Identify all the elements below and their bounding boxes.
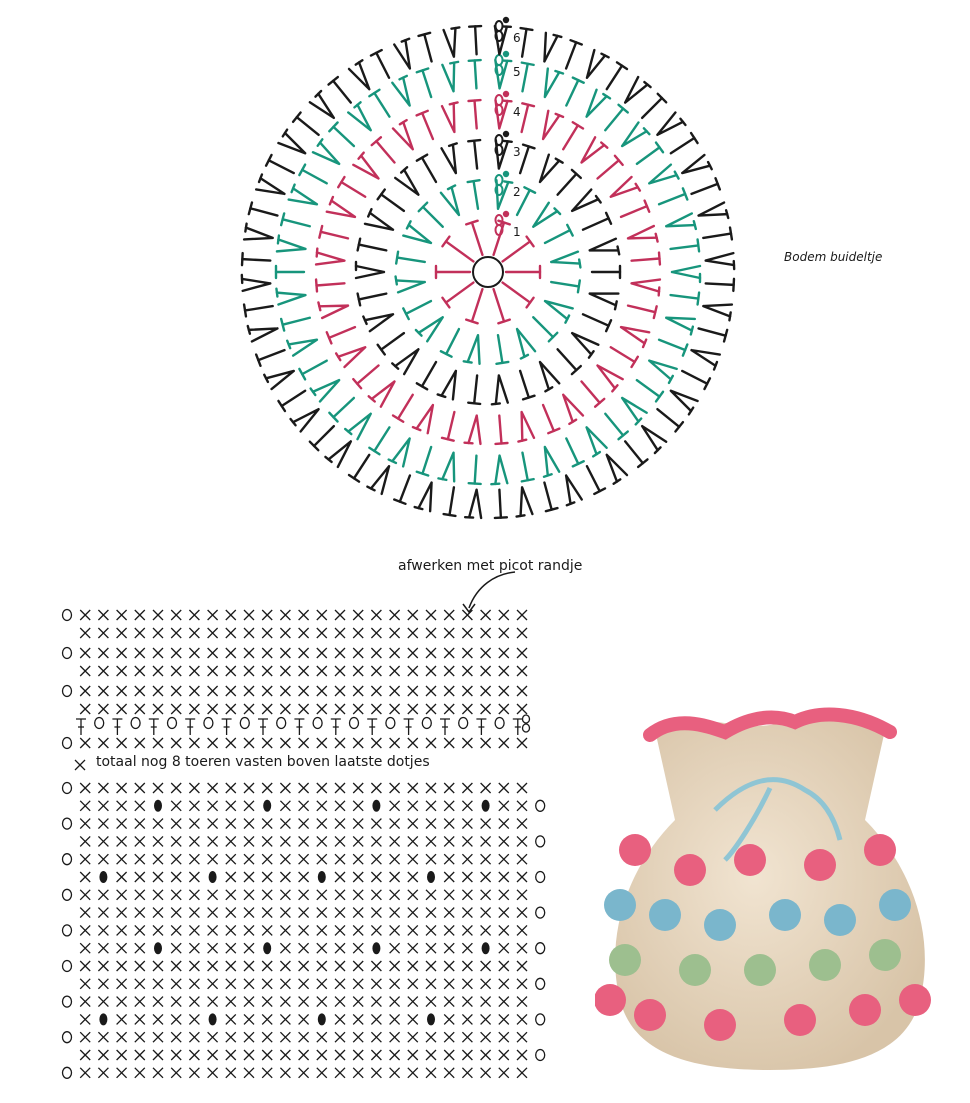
stitch-symbol (395, 167, 418, 194)
stitch-symbol (276, 289, 305, 305)
stitch-symbol (278, 391, 305, 411)
grid-row (63, 925, 528, 936)
stitch-symbol (659, 188, 687, 204)
stitch-symbol (682, 371, 710, 389)
grid-row (80, 871, 545, 883)
stitch-symbol (242, 275, 270, 291)
stitch-symbol (518, 412, 534, 442)
stitch-symbol (248, 326, 278, 341)
bobble-dot (734, 844, 766, 876)
stitch-symbol (291, 409, 319, 431)
stitch-symbol (442, 237, 473, 262)
slip-stitch-dot (503, 91, 509, 97)
stitch-symbol (625, 441, 647, 467)
stitch-symbol (469, 26, 481, 54)
stitch-symbol (469, 456, 481, 484)
stitch-symbol (699, 328, 728, 341)
bobble-dot (879, 889, 911, 921)
stitch-symbol (353, 366, 378, 389)
stitch-symbol (637, 380, 663, 401)
round-number: 3 (513, 145, 521, 159)
grid-row (80, 907, 545, 918)
stitch-symbol (329, 123, 354, 147)
stitch-symbol (495, 490, 507, 518)
stitch-symbol (520, 145, 534, 173)
stitch-symbol (706, 279, 734, 291)
bobble-dot (864, 834, 896, 866)
stitch-symbol (545, 225, 573, 243)
stitch-symbol (468, 180, 480, 209)
stitch-symbol (533, 317, 557, 341)
stitch-symbol (278, 130, 305, 154)
stitch-symbol (468, 375, 480, 403)
bobble-dot (704, 1009, 736, 1041)
stitch-symbol (506, 266, 540, 278)
grid-row-top (63, 610, 528, 621)
round-6 (242, 26, 734, 518)
stitch-symbol (466, 289, 482, 323)
stitch-symbol (393, 120, 413, 149)
grid-row-picot (76, 715, 530, 735)
stitch-symbol (517, 329, 535, 358)
round-number: 4 (513, 105, 521, 119)
grid-row (63, 961, 528, 972)
stitch-symbol (417, 362, 436, 389)
grid-row (80, 942, 545, 954)
stitch-symbol (367, 466, 389, 494)
stitch-symbol (442, 62, 458, 91)
stitch-symbol (544, 483, 557, 512)
stitch-symbol (583, 314, 611, 331)
stitch-symbol (413, 405, 433, 433)
stitch-symbol (469, 100, 481, 128)
stitch-symbol (289, 185, 317, 205)
stitch-symbol (625, 77, 650, 103)
stitch-symbol (496, 335, 508, 364)
stitch-symbol (632, 280, 660, 296)
slip-stitch-dot (503, 171, 509, 177)
stitch-symbol (543, 405, 559, 433)
stitch-symbol (349, 455, 369, 482)
stitch-symbol (558, 349, 581, 374)
stitch-symbol (522, 453, 534, 482)
stitch-symbol (393, 395, 413, 422)
stitch-symbol (468, 140, 480, 168)
stitch-symbol (551, 252, 580, 268)
stitch-symbol (419, 33, 432, 62)
stitch-symbol (310, 91, 334, 118)
stitch-symbol (611, 177, 640, 197)
picot-edge-note: afwerken met picot randje (398, 558, 583, 574)
bobble-dot (824, 904, 856, 936)
stitch-symbol (389, 438, 410, 466)
stitch-symbol (327, 197, 355, 217)
stitch-symbol (356, 262, 384, 278)
stitch-symbol (545, 301, 573, 323)
stitch-symbol (611, 347, 638, 367)
bobble-dot (809, 949, 841, 981)
stitch-symbol (492, 375, 508, 404)
stitch-symbol (605, 105, 627, 130)
stitch-symbol (563, 395, 583, 424)
stitch-symbol (438, 453, 454, 482)
stitch-symbol (396, 277, 425, 293)
grid-row (63, 1067, 528, 1078)
stitch-symbol (281, 213, 310, 226)
stitch-symbol (692, 178, 720, 194)
stitch-symbol (582, 381, 605, 406)
bobble-dot (769, 899, 801, 931)
grid-row-top (63, 686, 528, 697)
stitch-symbol (572, 333, 598, 358)
stitch-symbol (628, 226, 658, 242)
stitch-symbol (551, 280, 580, 292)
stitch-symbol (365, 209, 393, 230)
grid-row (80, 836, 545, 847)
stitch-symbol (310, 426, 334, 450)
stitch-symbol (442, 102, 458, 132)
stitch-symbol (496, 416, 508, 444)
stitch-symbol (329, 398, 354, 422)
magic-ring (473, 257, 503, 287)
stitch-symbol (587, 50, 609, 78)
stitch-symbol (369, 90, 389, 117)
stitch-symbol (244, 224, 273, 240)
stitch-symbol (682, 155, 711, 173)
stitch-symbol (371, 50, 389, 78)
stitch-symbol (517, 487, 533, 516)
stitch-symbol (441, 185, 459, 214)
stitch-symbol (628, 306, 657, 318)
stitch-symbol (622, 398, 647, 424)
stitch-symbol (621, 201, 649, 217)
stitch-symbol (249, 203, 278, 216)
bobble-dot (619, 834, 651, 866)
stitch-symbol (394, 39, 410, 69)
stitch-symbol (671, 239, 700, 251)
stitch-symbol (372, 137, 395, 162)
stitch-symbol (417, 111, 433, 139)
stitch-symbol (642, 426, 666, 453)
stitch-symbol (592, 266, 620, 278)
stitch-symbol (563, 122, 583, 149)
stitch-symbol (522, 63, 534, 92)
stitch-symbol (522, 103, 534, 132)
stitch-symbol (642, 94, 666, 118)
slip-stitch-dot (503, 131, 509, 137)
stitch-symbol (520, 371, 534, 399)
round-number: 6 (513, 31, 521, 45)
stitch-symbol (264, 371, 293, 389)
bobble-dot (804, 849, 836, 881)
bobble-dot (679, 954, 711, 986)
round-base-chart (0, 0, 970, 540)
stitch-symbol (543, 111, 563, 139)
stitch-symbol (277, 236, 306, 252)
stitch-symbol (533, 203, 560, 227)
bobble-dot (869, 939, 901, 971)
stitch-symbol (672, 266, 700, 282)
stitch-symbol (416, 317, 443, 341)
stitch-symbol (299, 165, 326, 184)
stitch-symbol (444, 487, 456, 516)
stitch-symbol (256, 350, 284, 366)
stitch-symbol (442, 283, 473, 308)
bobble-dot (849, 994, 881, 1026)
chain-start-icon (496, 55, 503, 65)
stitch-symbol (353, 153, 378, 179)
stitch-symbol (441, 329, 459, 357)
stitch-symbol (671, 133, 698, 153)
stitch-symbol (369, 381, 395, 406)
round-number: 2 (513, 185, 521, 199)
grid-row (63, 738, 528, 749)
stitch-symbol (587, 466, 605, 494)
stitch-symbol (566, 476, 582, 506)
bobble-dot (604, 889, 636, 921)
stitch-symbol (466, 221, 482, 255)
slip-stitch-dot (503, 17, 509, 23)
stitch-symbol (706, 253, 734, 269)
bobble-dot (609, 944, 641, 976)
slip-stitch-dot (503, 211, 509, 217)
stitch-symbol (540, 155, 563, 182)
stitch-symbol (544, 447, 559, 477)
stitch-symbol (692, 350, 720, 369)
stitch-symbol (345, 414, 371, 439)
stitch-symbol (293, 113, 319, 135)
stitch-symbol (566, 40, 582, 68)
round-number: 1 (513, 225, 521, 239)
grid-row (80, 1050, 545, 1061)
stitch-symbol (464, 335, 480, 364)
stitch-symbol (313, 139, 339, 164)
stitch-symbol (587, 90, 610, 117)
stitch-symbol (438, 371, 456, 399)
stitch-symbol (403, 221, 431, 243)
stitch-symbol (392, 349, 418, 374)
grid-row (63, 889, 528, 900)
stitch-symbol (392, 76, 409, 106)
stitch-symbol (316, 280, 344, 292)
stitch-symbol (621, 327, 649, 347)
stitch-symbol (417, 155, 436, 182)
bobble-dot (704, 909, 736, 941)
stitch-symbol (311, 380, 340, 401)
grid-row (63, 783, 528, 794)
stitch-symbol (415, 483, 432, 512)
stitch-symbol (348, 102, 370, 130)
stitch-symbol (417, 69, 431, 97)
stitch-symbol (266, 155, 294, 173)
stitch-symbol (666, 318, 695, 335)
bobble-dot (674, 854, 706, 886)
stitch-symbol (632, 253, 660, 265)
stitch-symbol (287, 340, 317, 356)
stitch-symbol (545, 69, 563, 97)
stitch-symbol (256, 175, 284, 194)
round-5 (276, 60, 700, 484)
stitch-symbol (657, 409, 683, 431)
stitch-symbol (358, 294, 387, 306)
stitch-symbol (703, 228, 732, 240)
stitch-symbol (494, 289, 510, 323)
bobble-dot (634, 999, 666, 1031)
stitch-symbol (281, 318, 310, 331)
round-2 (396, 180, 581, 364)
bobble-dot (784, 1004, 816, 1036)
grid-row-top (63, 648, 528, 659)
stitch-symbol (597, 366, 622, 392)
grid-row (63, 854, 528, 865)
stitch-symbol (244, 305, 273, 317)
stitch-symbol (607, 455, 627, 484)
stitch-symbol (671, 293, 700, 305)
bobble-dot (744, 954, 776, 986)
stitch-symbol (597, 156, 622, 179)
stitch-symbol (242, 253, 270, 265)
stitch-symbol (544, 33, 561, 62)
stitch-symbol (442, 412, 454, 441)
stitch-symbol (671, 391, 698, 415)
stitch-symbol (649, 165, 678, 184)
stitch-symbol (378, 333, 404, 354)
grid-row (63, 818, 528, 829)
stitch-symbol (329, 77, 351, 103)
stitch-symbol (299, 361, 326, 380)
stitch-symbol (394, 476, 410, 504)
stitch-symbol (363, 314, 393, 331)
round-number: 5 (513, 65, 521, 79)
rows-note: totaal nog 8 toeren vasten boven laatste dotjes (96, 754, 430, 770)
stitch-symbol (338, 177, 365, 197)
stitch-symbol (369, 427, 389, 454)
stitch-symbol (703, 305, 732, 321)
stitch-symbol (465, 490, 481, 518)
grid-row-top (80, 628, 527, 638)
stitch-symbol (521, 28, 533, 57)
grid-row-top (80, 704, 527, 714)
stitch-symbol (444, 27, 460, 56)
stitch-symbol (540, 362, 559, 391)
stitch-symbol (605, 414, 627, 439)
stitch-symbol (491, 456, 507, 485)
stitch-symbol (325, 441, 350, 467)
stitch-symbol (318, 302, 348, 318)
stitch-symbol (358, 239, 387, 251)
stitch-symbol (316, 249, 344, 265)
stitch-symbol (566, 78, 583, 106)
crochet-bag-photo (595, 700, 945, 1100)
stitch-symbol (349, 60, 369, 89)
stitch-symbol (649, 361, 676, 383)
grid-row-top (80, 666, 527, 676)
stitch-symbol (657, 113, 685, 135)
round-1 (436, 221, 540, 324)
grid-row (63, 1032, 528, 1043)
stitch-symbol (327, 327, 355, 343)
stitch-symbol (666, 213, 696, 228)
stitch-symbol (419, 203, 443, 227)
stitch-symbol (378, 190, 404, 211)
stitch-symbol (566, 438, 583, 466)
bobble-dot (649, 899, 681, 931)
stitch-symbol (572, 190, 601, 211)
stitch-symbol (622, 123, 649, 147)
stitch-symbol (659, 340, 687, 356)
grid-row (80, 800, 545, 812)
grid-row (63, 996, 528, 1007)
stitch-symbol (699, 203, 729, 218)
stitch-symbol (469, 60, 481, 88)
stitch-grid-chart (55, 605, 575, 1100)
round-3 (356, 140, 620, 404)
stitch-symbol (582, 137, 608, 162)
chart-title: Bodem buideltje (784, 250, 883, 264)
stitch-symbol (319, 226, 348, 238)
stitch-symbol (403, 301, 431, 319)
stitch-symbol (442, 143, 457, 173)
slip-stitch-dot (503, 51, 509, 57)
stitch-symbol (587, 427, 607, 456)
stitch-symbol (590, 294, 619, 310)
stitch-symbol (558, 170, 581, 195)
chain-start-icon (496, 21, 503, 31)
stitch-symbol (590, 239, 619, 255)
stitch-symbol (436, 266, 470, 278)
bobble-dot (899, 984, 931, 1016)
stitch-symbol (276, 266, 304, 278)
stitch-symbol (503, 237, 534, 262)
stitch-symbol (396, 252, 425, 264)
stitch-symbol (465, 416, 481, 444)
stitch-symbol (583, 213, 611, 230)
grid-row (80, 1013, 545, 1025)
grid-row (80, 978, 545, 989)
stitch-symbol (417, 447, 431, 475)
stitch-symbol (637, 143, 663, 164)
stitch-symbol (607, 62, 627, 89)
stitch-symbol (503, 283, 534, 308)
bobble-dot (595, 984, 626, 1016)
stitch-symbol (336, 347, 365, 367)
